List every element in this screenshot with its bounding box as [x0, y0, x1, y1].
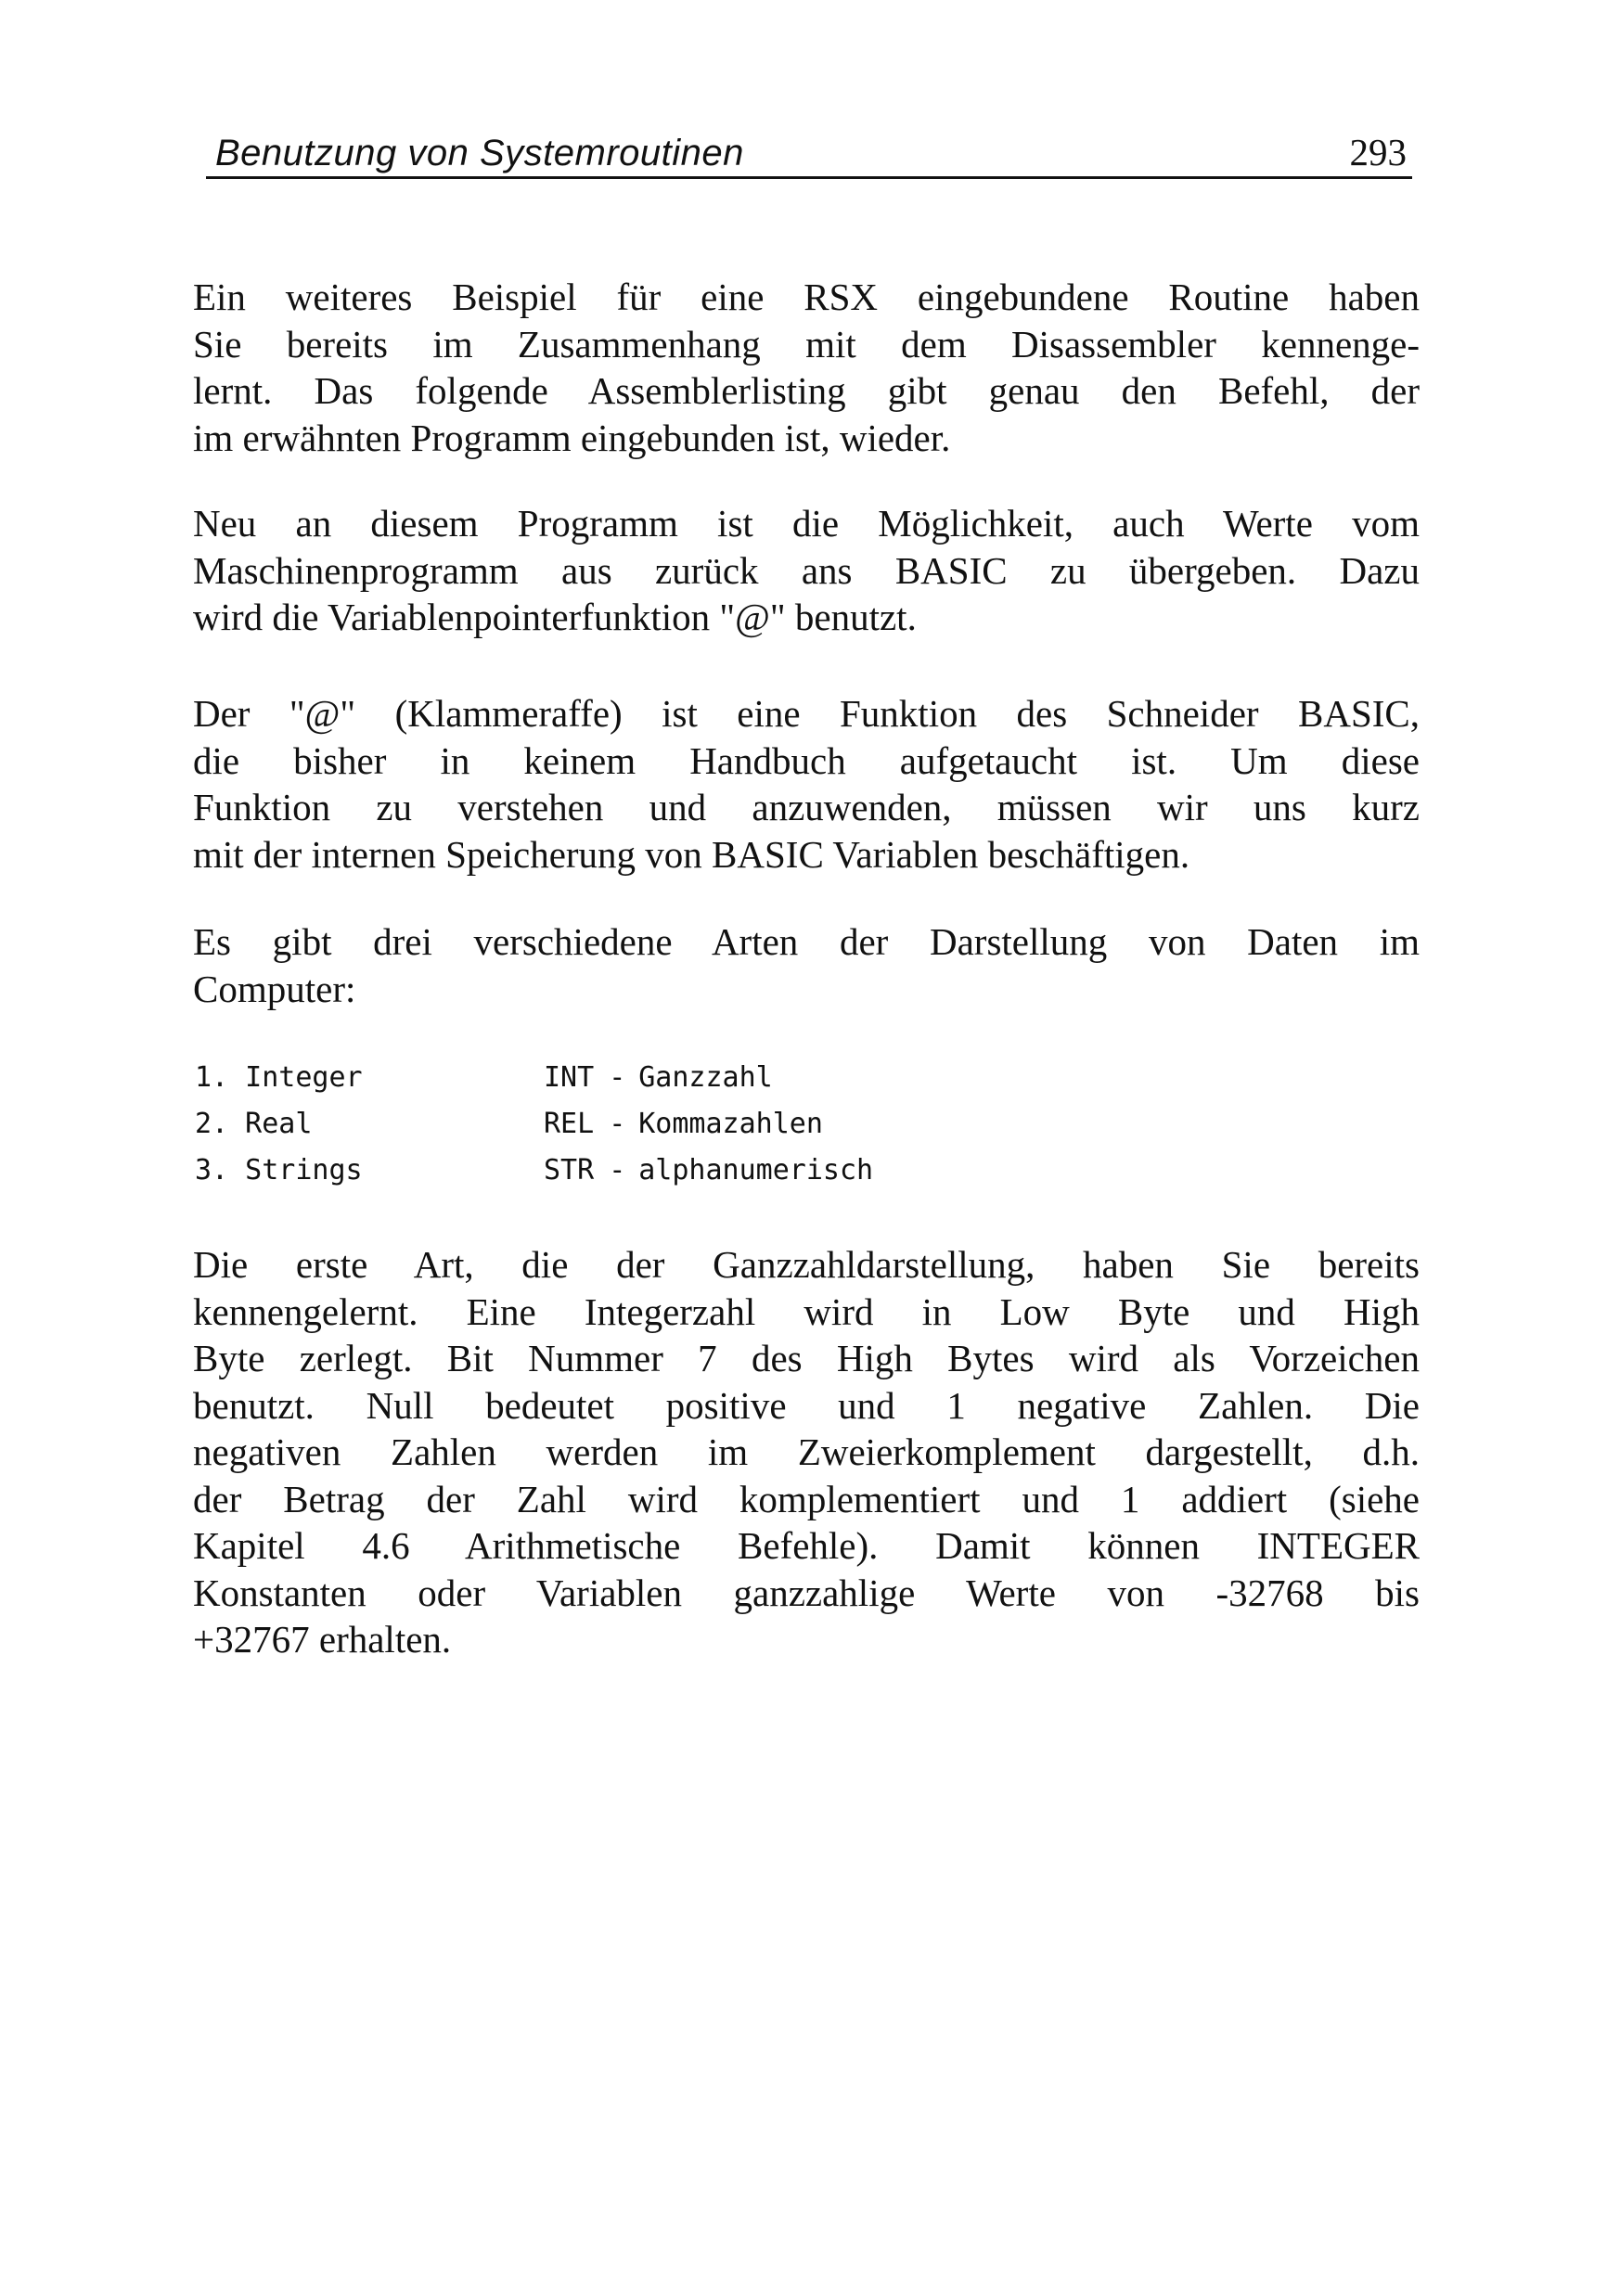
text-line: kennengelernt. Eine Integerzahl wird in Low Byte und High [193, 1289, 1420, 1333]
text-line: Byte zerlegt. Bit Nummer 7 des High Bytes wird als Vorzeichen [193, 1337, 1420, 1379]
dash-separator: - [609, 1061, 626, 1094]
text-line: Konstanten oder Variablen ganzzahlige Werte von -32768 bis [193, 1571, 1420, 1614]
running-header [206, 122, 1412, 179]
list-item-definition [544, 1154, 873, 1186]
list-item-definition [544, 1108, 823, 1140]
text-line: wird die Variablenpointerfunktion "@" benutzt. [193, 596, 917, 638]
paragraph-integer-representation [193, 1241, 1420, 1663]
text-line: der Betrag der Zahl wird komplementiert und 1 addiert (siehe [193, 1477, 1420, 1520]
list-item-label: 1. Integer [195, 1061, 363, 1094]
text-line: im erwähnten Programm eingebunden ist, wieder. [193, 416, 951, 459]
text-line: Computer: [193, 967, 356, 1010]
type-code: STR [544, 1154, 595, 1186]
text-line: Sie bereits im Zusammenhang mit dem Disassembler kennenge- [193, 322, 1420, 366]
list-item [195, 1061, 1030, 1108]
text-line: +32767 erhalten. [193, 1618, 452, 1661]
text-line: Es gibt drei verschiedene Arten der Darstellung von Daten im [193, 920, 1420, 963]
paragraph-rsx-example [193, 274, 1420, 461]
list-item-label: 3. Strings [195, 1154, 363, 1186]
type-code: REL [544, 1108, 595, 1140]
text-line: mit der internen Speicherung von BASIC Variablen beschäftigen. [193, 832, 1190, 876]
list-item-label: 2. Real [195, 1108, 313, 1140]
dash-separator: - [609, 1154, 626, 1186]
text-line: Die erste Art, die der Ganzzahldarstellung, haben Sie bereits [193, 1243, 1420, 1286]
text-line: die bisher in keinem Handbuch aufgetaucht ist. Um diese [193, 738, 1420, 782]
type-code: INT [544, 1061, 595, 1094]
text-line: lernt. Das folgende Assemblerlisting gibt genau den Befehl, der [193, 369, 1420, 412]
text-line: Der "@" (Klammeraffe) ist eine Funktion des Schneider BASIC, [193, 692, 1420, 735]
data-type-list [195, 1061, 1030, 1200]
type-description: Ganzzahl [638, 1061, 773, 1094]
text-line: Neu an diesem Programm ist die Möglichkeit, auch Werte vom [193, 502, 1420, 545]
page-number: 293 [1349, 131, 1407, 173]
paragraph-variable-pointer [193, 500, 1420, 641]
list-item [195, 1154, 1030, 1200]
paragraph-data-types-intro [193, 918, 1420, 1012]
list-item-definition [544, 1061, 773, 1094]
chapter-title: Benutzung von Systemroutinen [215, 133, 744, 173]
text-line: benutzt. Null bedeutet positive und 1 negative Zahlen. Die [193, 1383, 1420, 1427]
text-line: Ein weiteres Beispiel für eine RSX eingebundene Routine haben [193, 276, 1420, 318]
paragraph-klammeraffe [193, 690, 1420, 878]
list-item [195, 1108, 1030, 1154]
text-line: Maschinenprogramm aus zurück ans BASIC zu übergeben. Dazu [193, 548, 1420, 592]
text-line: Kapitel 4.6 Arithmetische Befehle). Damit können INTEGER [193, 1524, 1420, 1567]
text-line: Funktion zu verstehen und anzuwenden, müssen wir uns kurz [193, 786, 1420, 828]
type-description: alphanumerisch [638, 1154, 874, 1186]
text-line: negativen Zahlen werden im Zweierkomplement dargestellt, d.h. [193, 1430, 1420, 1473]
type-description: Kommazahlen [638, 1108, 823, 1140]
dash-separator: - [609, 1108, 626, 1140]
